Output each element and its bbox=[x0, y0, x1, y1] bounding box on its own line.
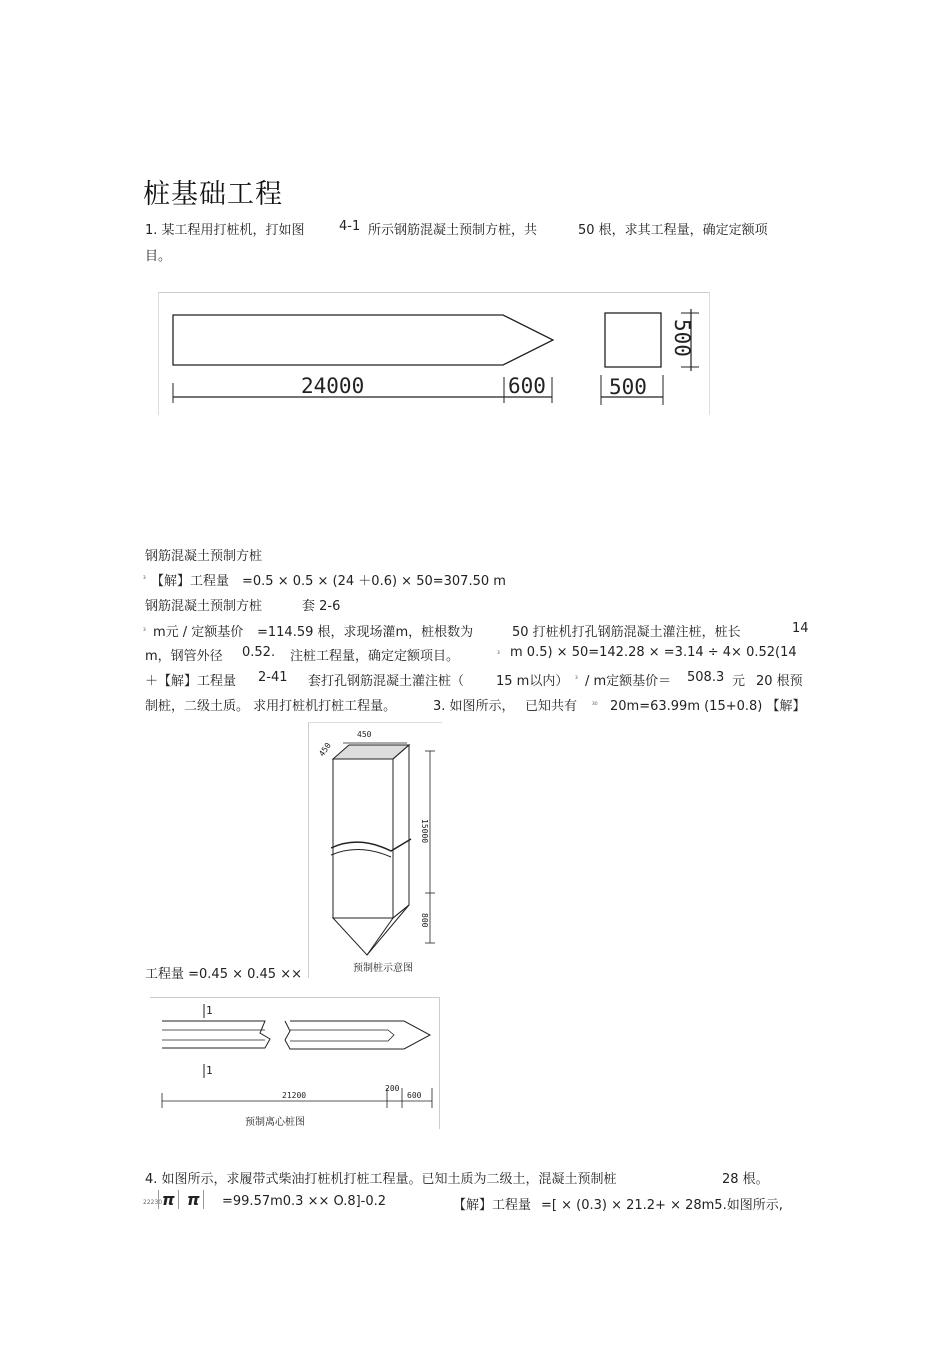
mixed-l3-d: 15 m以内） bbox=[496, 674, 569, 689]
figure-centrifugal-pile bbox=[150, 997, 440, 1129]
mixed-l4-d: 20m=63.99m (15+0.8) 【解】 bbox=[610, 699, 806, 714]
mixed-l3-a: ＋【解】工程量 bbox=[145, 674, 237, 689]
fig2-left-text: 工程量 =0.45 × 0.45 ×× bbox=[145, 967, 302, 982]
dim-side-label: 450 bbox=[317, 741, 333, 759]
small-mark: 22230 bbox=[143, 1199, 163, 1206]
dim-width-label: 500 bbox=[609, 375, 647, 399]
mixed-l3-c: 套打孔钢筋混凝土灌注桩（ bbox=[308, 674, 465, 689]
page-title: 桩基础工程 bbox=[143, 179, 283, 210]
figure-square-pile bbox=[158, 292, 710, 415]
q4-mid: =99.57m0.3 ×× O.8]-0.2 bbox=[222, 1194, 387, 1209]
sol1-line-b: =0.5 × 0.5 × (24 ＋0.6) × 50=307.50 m bbox=[242, 574, 506, 589]
dim-top-label: 450 bbox=[357, 730, 372, 739]
dim-height-label: 500 bbox=[670, 319, 694, 357]
figure-precast-pile bbox=[308, 722, 442, 978]
mixed-l4-a: 制桩，二级土质。 求用打桩机打桩工程量。 bbox=[145, 699, 397, 714]
small-mark: ₃ bbox=[143, 625, 146, 633]
section-mark-top: 1 bbox=[206, 1004, 213, 1017]
mixed-l1-a: m元 / 定额基价 bbox=[153, 625, 244, 640]
mixed-l3-b: 2-41 bbox=[258, 670, 288, 685]
mixed-l3-f: 508.3 bbox=[687, 670, 725, 685]
q4-line-b: 28 根。 bbox=[722, 1172, 769, 1187]
mixed-l2-c: 注桩工程量，确定定额项目。 bbox=[290, 649, 460, 664]
mixed-l2-a: m，钢管外径 bbox=[145, 649, 223, 664]
sol1-line3-a: 钢筋混凝土预制方桩 bbox=[145, 599, 263, 614]
dim-tip2-label: 600 bbox=[407, 1091, 422, 1100]
dim-tip-label: 800 bbox=[420, 913, 429, 928]
small-mark: ₃₀ bbox=[592, 699, 598, 707]
mixed-l2-b: 0.52. bbox=[242, 645, 276, 660]
centrifugal-pile-drawing bbox=[150, 998, 439, 1129]
q1-text-line2: 目。 bbox=[145, 249, 172, 264]
q1-text-d: 50 根，求其工程量，确定定额项 bbox=[578, 223, 768, 238]
dim-tip-label: 600 bbox=[508, 374, 546, 398]
mixed-l1-d: 14 bbox=[792, 621, 809, 636]
q1-text-a: 1. 某工程用打桩机，打如图 bbox=[145, 223, 305, 238]
precast-pile-drawing bbox=[309, 723, 442, 978]
small-mark: ₃ bbox=[497, 648, 500, 656]
figure-caption: 预制桩示意图 bbox=[353, 963, 413, 974]
sol1-line3-b: 套 2-6 bbox=[302, 599, 341, 614]
pi-symbol: π bbox=[184, 1190, 204, 1209]
mixed-l1-c: 50 打桩机打孔钢筋混凝土灌注桩，桩长 bbox=[512, 625, 741, 640]
dim-length-label: 21200 bbox=[282, 1091, 307, 1100]
q4-sol-b: =[ × (0.3) × 21.2+ × 28m5.如图所示, bbox=[541, 1198, 783, 1213]
mixed-l4-b: 3. 如图所示， bbox=[433, 699, 515, 714]
sol1-line-a: 【解】工程量 bbox=[151, 574, 230, 589]
q1-text-b: 4-1 bbox=[339, 219, 361, 234]
sol1-caption: 钢筋混凝土预制方桩 bbox=[145, 549, 263, 564]
square-pile-drawing bbox=[159, 293, 709, 415]
mixed-l2-d: m 0.5) × 50=142.28 × =3.14 ÷ 4× 0.52(14 bbox=[510, 645, 797, 660]
section-mark-bottom: 1 bbox=[206, 1064, 213, 1077]
dim-length-label: 15000 bbox=[420, 819, 429, 844]
small-mark: ₃ bbox=[143, 573, 146, 581]
q4-sol-a: 【解】工程量 bbox=[453, 1198, 532, 1213]
mixed-l3-e: / m定额基价＝ bbox=[585, 674, 672, 689]
mixed-l4-c: 已知共有 bbox=[525, 699, 578, 714]
small-mark: ₃ bbox=[575, 673, 578, 681]
mixed-l3-h: 20 根预 bbox=[756, 674, 803, 689]
mixed-l1-b: =114.59 根，求现场灌m，桩根数为 bbox=[257, 625, 474, 640]
dim-tip1-label: 200 bbox=[385, 1084, 400, 1093]
figure-caption: 预制离心桩图 bbox=[245, 1117, 305, 1128]
pi-symbol: π bbox=[158, 1190, 179, 1209]
mixed-l3-g: 元 bbox=[732, 674, 746, 689]
q4-line-a: 4. 如图所示，求履带式柴油打桩机打桩工程量。已知土质为二级土，混凝土预制桩 bbox=[145, 1172, 617, 1187]
q1-text-c: 所示钢筋混凝土预制方桩，共 bbox=[368, 223, 538, 238]
dim-length-label: 24000 bbox=[301, 374, 365, 398]
